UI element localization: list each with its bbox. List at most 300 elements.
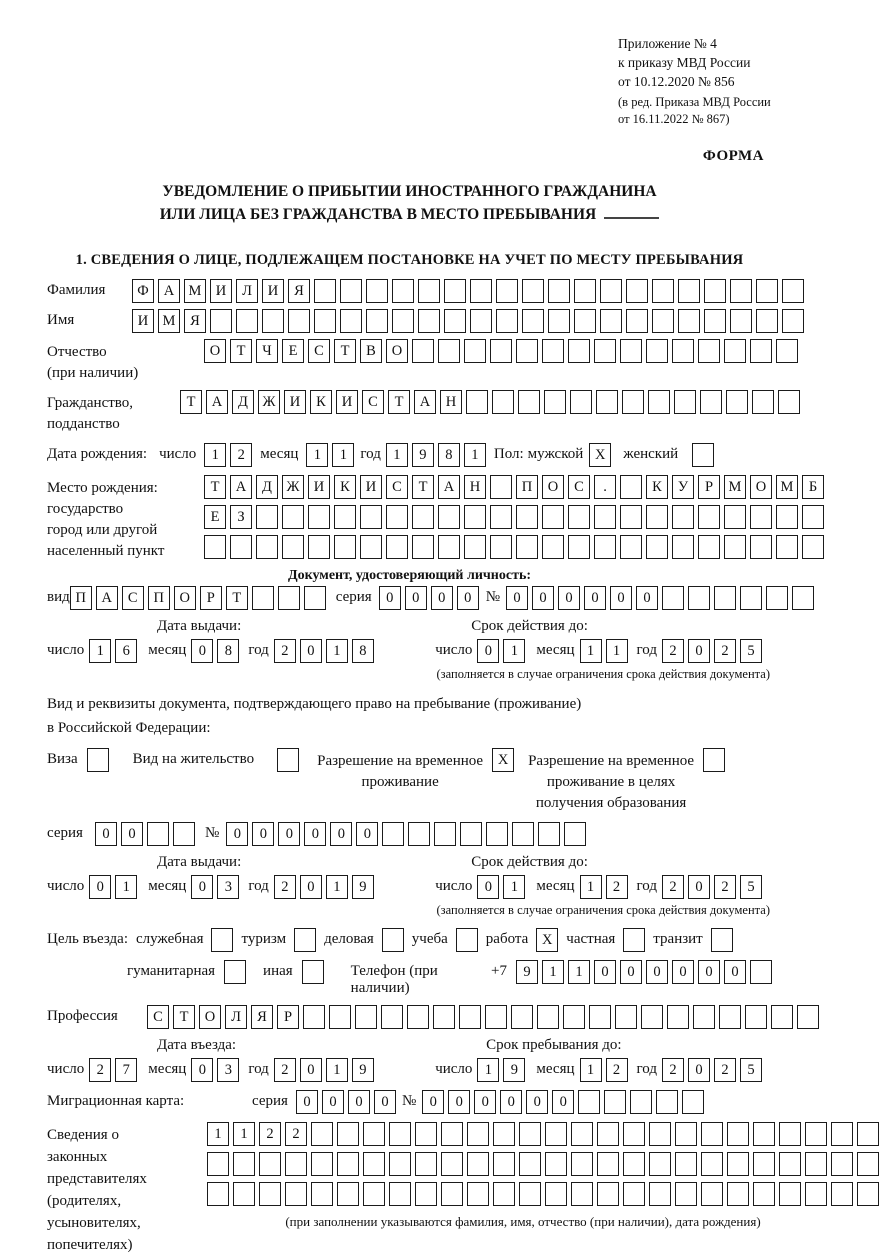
form-cell[interactable] [724, 339, 746, 363]
form-cell[interactable]: 0 [191, 639, 213, 663]
form-cell[interactable] [464, 339, 486, 363]
form-cell[interactable] [750, 535, 772, 559]
form-cell[interactable] [433, 1005, 455, 1029]
form-cell[interactable] [355, 1005, 377, 1029]
form-cell[interactable]: 0 [448, 1090, 470, 1114]
form-cell[interactable] [392, 279, 414, 303]
form-cell[interactable]: 0 [431, 586, 453, 610]
form-cell[interactable] [597, 1182, 619, 1206]
form-cell[interactable] [392, 309, 414, 333]
form-cell[interactable]: 1 [204, 443, 226, 467]
form-cell[interactable] [511, 1005, 533, 1029]
form-cell[interactable] [360, 535, 382, 559]
form-cell[interactable]: 0 [348, 1090, 370, 1114]
form-cell[interactable] [753, 1152, 775, 1176]
form-cell[interactable]: О [199, 1005, 221, 1029]
form-cell[interactable]: 0 [688, 639, 710, 663]
form-cell[interactable]: 2 [274, 639, 296, 663]
form-cell[interactable] [314, 279, 336, 303]
form-cell[interactable]: Я [288, 279, 310, 303]
form-cell[interactable] [782, 309, 804, 333]
form-cell[interactable] [782, 279, 804, 303]
form-cell[interactable]: 3 [217, 1058, 239, 1082]
form-cell[interactable] [412, 505, 434, 529]
form-cell[interactable] [597, 1152, 619, 1176]
form-cell[interactable]: 1 [606, 639, 628, 663]
form-cell[interactable] [441, 1152, 463, 1176]
form-cell[interactable] [285, 1182, 307, 1206]
form-cell[interactable]: 0 [688, 875, 710, 899]
form-cell[interactable]: 0 [500, 1090, 522, 1114]
form-cell[interactable]: 0 [322, 1090, 344, 1114]
form-cell[interactable] [363, 1122, 385, 1146]
form-cell[interactable] [542, 505, 564, 529]
form-cell[interactable] [701, 1122, 723, 1146]
form-cell[interactable]: 1 [568, 960, 590, 984]
form-cell[interactable] [493, 1122, 515, 1146]
form-cell[interactable] [604, 1090, 626, 1114]
form-cell[interactable] [467, 1122, 489, 1146]
form-cell[interactable] [470, 279, 492, 303]
form-cell[interactable]: 1 [503, 639, 525, 663]
form-cell[interactable] [434, 822, 456, 846]
form-cell[interactable] [418, 309, 440, 333]
form-cell[interactable]: . [594, 475, 616, 499]
form-cell[interactable]: 0 [379, 586, 401, 610]
form-cell[interactable]: Ф [132, 279, 154, 303]
form-cell[interactable] [366, 309, 388, 333]
form-cell[interactable] [512, 822, 534, 846]
form-cell[interactable] [620, 505, 642, 529]
form-cell[interactable] [578, 1090, 600, 1114]
form-cell[interactable] [730, 279, 752, 303]
form-cell[interactable] [620, 475, 642, 499]
form-cell[interactable] [692, 443, 714, 467]
form-cell[interactable]: 8 [352, 639, 374, 663]
form-cell[interactable]: 1 [306, 443, 328, 467]
form-cell[interactable] [441, 1182, 463, 1206]
form-cell[interactable] [444, 279, 466, 303]
form-cell[interactable] [630, 1090, 652, 1114]
form-cell[interactable] [672, 505, 694, 529]
form-cell[interactable] [594, 339, 616, 363]
form-cell[interactable]: 0 [477, 875, 499, 899]
form-cell[interactable] [382, 928, 404, 952]
form-cell[interactable]: 0 [356, 822, 378, 846]
form-cell[interactable] [698, 535, 720, 559]
form-cell[interactable] [518, 390, 540, 414]
form-cell[interactable] [207, 1182, 229, 1206]
form-cell[interactable] [381, 1005, 403, 1029]
form-cell[interactable] [778, 390, 800, 414]
form-cell[interactable] [698, 505, 720, 529]
form-cell[interactable] [548, 279, 570, 303]
form-cell[interactable] [334, 535, 356, 559]
form-cell[interactable] [496, 279, 518, 303]
form-cell[interactable] [704, 279, 726, 303]
form-cell[interactable]: О [386, 339, 408, 363]
form-cell[interactable] [802, 535, 824, 559]
form-cell[interactable]: 1 [580, 1058, 602, 1082]
form-cell[interactable] [620, 339, 642, 363]
form-cell[interactable]: Т [204, 475, 226, 499]
form-cell[interactable]: 1 [580, 875, 602, 899]
form-cell[interactable] [698, 339, 720, 363]
form-cell[interactable]: М [158, 309, 180, 333]
form-cell[interactable]: 1 [503, 875, 525, 899]
form-cell[interactable] [340, 309, 362, 333]
form-cell[interactable] [363, 1152, 385, 1176]
form-cell[interactable] [460, 822, 482, 846]
form-cell[interactable] [485, 1005, 507, 1029]
form-cell[interactable]: И [132, 309, 154, 333]
form-cell[interactable] [519, 1182, 541, 1206]
form-cell[interactable] [256, 505, 278, 529]
form-cell[interactable]: Я [251, 1005, 273, 1029]
form-cell[interactable] [538, 822, 560, 846]
form-cell[interactable]: 0 [457, 586, 479, 610]
form-cell[interactable]: Я [184, 309, 206, 333]
form-cell[interactable]: 8 [438, 443, 460, 467]
form-cell[interactable]: А [206, 390, 228, 414]
form-cell[interactable] [568, 535, 590, 559]
form-cell[interactable] [750, 960, 772, 984]
form-cell[interactable]: 0 [405, 586, 427, 610]
form-cell[interactable]: 9 [352, 875, 374, 899]
form-cell[interactable]: Н [440, 390, 462, 414]
form-cell[interactable] [233, 1152, 255, 1176]
form-cell[interactable]: П [516, 475, 538, 499]
form-cell[interactable]: 0 [584, 586, 606, 610]
form-cell[interactable] [674, 390, 696, 414]
form-cell[interactable] [389, 1152, 411, 1176]
form-cell[interactable]: Т [230, 339, 252, 363]
form-cell[interactable] [682, 1090, 704, 1114]
form-cell[interactable] [667, 1005, 689, 1029]
form-cell[interactable] [675, 1122, 697, 1146]
form-cell[interactable]: 0 [300, 1058, 322, 1082]
form-cell[interactable] [857, 1152, 879, 1176]
form-cell[interactable]: 0 [532, 586, 554, 610]
form-cell[interactable] [418, 279, 440, 303]
form-cell[interactable]: 2 [662, 875, 684, 899]
form-cell[interactable] [285, 1152, 307, 1176]
form-cell[interactable] [753, 1122, 775, 1146]
form-cell[interactable]: 0 [374, 1090, 396, 1114]
form-cell[interactable]: П [148, 586, 170, 610]
form-cell[interactable] [311, 1122, 333, 1146]
form-cell[interactable] [752, 390, 774, 414]
form-cell[interactable] [802, 505, 824, 529]
form-cell[interactable] [622, 390, 644, 414]
form-cell[interactable]: М [776, 475, 798, 499]
form-cell[interactable] [623, 928, 645, 952]
form-cell[interactable] [600, 279, 622, 303]
form-cell[interactable] [308, 535, 330, 559]
form-cell[interactable]: 1 [477, 1058, 499, 1082]
form-cell[interactable] [438, 535, 460, 559]
form-cell[interactable]: 1 [207, 1122, 229, 1146]
form-cell[interactable]: 0 [191, 1058, 213, 1082]
form-cell[interactable]: 0 [724, 960, 746, 984]
form-cell[interactable]: 0 [296, 1090, 318, 1114]
form-cell[interactable] [438, 339, 460, 363]
form-cell[interactable]: Ж [258, 390, 280, 414]
form-cell[interactable] [304, 586, 326, 610]
form-cell[interactable]: 0 [646, 960, 668, 984]
form-cell[interactable]: А [230, 475, 252, 499]
form-cell[interactable] [282, 535, 304, 559]
form-cell[interactable]: 2 [714, 875, 736, 899]
form-cell[interactable] [87, 748, 109, 772]
form-cell[interactable] [675, 1182, 697, 1206]
form-cell[interactable] [236, 309, 258, 333]
form-cell[interactable] [753, 1182, 775, 1206]
form-cell[interactable]: И [262, 279, 284, 303]
form-cell[interactable] [459, 1005, 481, 1029]
form-cell[interactable] [750, 339, 772, 363]
form-cell[interactable] [456, 928, 478, 952]
form-cell[interactable]: 0 [121, 822, 143, 846]
form-cell[interactable] [779, 1152, 801, 1176]
form-cell[interactable] [210, 309, 232, 333]
form-cell[interactable] [648, 390, 670, 414]
form-cell[interactable] [496, 309, 518, 333]
form-cell[interactable]: К [646, 475, 668, 499]
form-cell[interactable] [740, 586, 762, 610]
form-cell[interactable]: А [438, 475, 460, 499]
form-cell[interactable]: Т [173, 1005, 195, 1029]
form-cell[interactable]: У [672, 475, 694, 499]
form-cell[interactable]: 0 [672, 960, 694, 984]
form-cell[interactable]: Ч [256, 339, 278, 363]
form-cell[interactable] [277, 748, 299, 772]
form-cell[interactable] [334, 505, 356, 529]
form-cell[interactable] [678, 279, 700, 303]
form-cell[interactable]: 1 [233, 1122, 255, 1146]
form-cell[interactable] [620, 535, 642, 559]
form-cell[interactable] [204, 535, 226, 559]
form-cell[interactable] [662, 586, 684, 610]
form-cell[interactable] [805, 1152, 827, 1176]
form-cell[interactable]: 1 [464, 443, 486, 467]
form-cell[interactable] [366, 279, 388, 303]
form-cell[interactable] [311, 1182, 333, 1206]
form-cell[interactable] [652, 309, 674, 333]
form-cell[interactable]: 0 [330, 822, 352, 846]
form-cell[interactable] [415, 1122, 437, 1146]
form-cell[interactable] [776, 339, 798, 363]
form-cell[interactable]: 1 [326, 639, 348, 663]
form-cell[interactable]: 3 [217, 875, 239, 899]
form-cell[interactable]: И [210, 279, 232, 303]
form-cell[interactable] [652, 279, 674, 303]
form-cell[interactable]: Б [802, 475, 824, 499]
form-cell[interactable] [230, 535, 252, 559]
form-cell[interactable] [542, 339, 564, 363]
form-cell[interactable] [493, 1152, 515, 1176]
form-cell[interactable] [415, 1182, 437, 1206]
form-cell[interactable]: С [122, 586, 144, 610]
form-cell[interactable] [386, 535, 408, 559]
form-cell[interactable]: 2 [714, 639, 736, 663]
form-cell[interactable] [779, 1122, 801, 1146]
form-cell[interactable] [672, 535, 694, 559]
form-cell[interactable] [329, 1005, 351, 1029]
form-cell[interactable]: 9 [516, 960, 538, 984]
form-cell[interactable]: 1 [326, 875, 348, 899]
form-cell[interactable] [294, 928, 316, 952]
form-cell[interactable]: 0 [558, 586, 580, 610]
form-cell[interactable]: А [414, 390, 436, 414]
form-cell[interactable]: 1 [332, 443, 354, 467]
form-cell[interactable] [337, 1182, 359, 1206]
form-cell[interactable]: Е [282, 339, 304, 363]
form-cell[interactable]: 9 [352, 1058, 374, 1082]
form-cell[interactable] [726, 390, 748, 414]
form-cell[interactable]: Д [232, 390, 254, 414]
form-cell[interactable] [470, 309, 492, 333]
form-cell[interactable]: П [70, 586, 92, 610]
form-cell[interactable]: 0 [191, 875, 213, 899]
form-cell[interactable] [211, 928, 233, 952]
form-cell[interactable] [516, 339, 538, 363]
form-cell[interactable] [412, 339, 434, 363]
form-cell[interactable] [516, 505, 538, 529]
form-cell[interactable] [207, 1152, 229, 1176]
form-cell[interactable]: 0 [300, 875, 322, 899]
form-cell[interactable]: 8 [217, 639, 239, 663]
form-cell[interactable] [704, 309, 726, 333]
form-cell[interactable] [805, 1182, 827, 1206]
form-cell[interactable]: 0 [620, 960, 642, 984]
form-cell[interactable] [407, 1005, 429, 1029]
form-cell[interactable] [516, 535, 538, 559]
form-cell[interactable]: К [310, 390, 332, 414]
form-cell[interactable] [678, 309, 700, 333]
form-cell[interactable] [467, 1182, 489, 1206]
form-cell[interactable]: 2 [606, 875, 628, 899]
form-cell[interactable]: 1 [89, 639, 111, 663]
form-cell[interactable]: Т [180, 390, 202, 414]
form-cell[interactable] [412, 535, 434, 559]
form-cell[interactable] [594, 535, 616, 559]
form-cell[interactable] [646, 535, 668, 559]
form-cell[interactable] [363, 1182, 385, 1206]
form-cell[interactable]: 0 [477, 639, 499, 663]
form-cell[interactable]: 0 [304, 822, 326, 846]
form-cell[interactable] [693, 1005, 715, 1029]
form-cell[interactable]: 0 [506, 586, 528, 610]
form-cell[interactable]: В [360, 339, 382, 363]
form-cell[interactable]: 6 [115, 639, 137, 663]
form-cell[interactable] [302, 960, 324, 984]
form-cell[interactable]: 2 [230, 443, 252, 467]
form-cell[interactable]: 0 [252, 822, 274, 846]
form-cell[interactable] [831, 1182, 853, 1206]
form-cell[interactable] [173, 822, 195, 846]
form-cell[interactable] [545, 1122, 567, 1146]
form-cell[interactable]: Т [412, 475, 434, 499]
form-cell[interactable]: 0 [552, 1090, 574, 1114]
form-cell[interactable] [771, 1005, 793, 1029]
form-cell[interactable]: 1 [115, 875, 137, 899]
form-cell[interactable]: М [184, 279, 206, 303]
form-cell[interactable] [256, 535, 278, 559]
form-cell[interactable] [415, 1152, 437, 1176]
form-cell[interactable]: 7 [115, 1058, 137, 1082]
form-cell[interactable] [252, 586, 274, 610]
form-cell[interactable] [568, 505, 590, 529]
form-cell[interactable]: Е [204, 505, 226, 529]
form-cell[interactable]: 1 [580, 639, 602, 663]
form-cell[interactable] [766, 586, 788, 610]
form-cell[interactable]: 2 [274, 1058, 296, 1082]
form-cell[interactable]: 1 [542, 960, 564, 984]
form-cell[interactable] [727, 1152, 749, 1176]
form-cell[interactable]: 0 [698, 960, 720, 984]
form-cell[interactable] [589, 1005, 611, 1029]
form-cell[interactable] [797, 1005, 819, 1029]
form-cell[interactable]: О [174, 586, 196, 610]
form-cell[interactable] [646, 339, 668, 363]
form-cell[interactable] [147, 822, 169, 846]
form-cell[interactable]: 5 [740, 1058, 762, 1082]
form-cell[interactable] [615, 1005, 637, 1029]
form-cell[interactable]: М [724, 475, 746, 499]
form-cell[interactable] [308, 505, 330, 529]
form-cell[interactable] [464, 505, 486, 529]
form-cell[interactable] [537, 1005, 559, 1029]
form-cell[interactable] [656, 1090, 678, 1114]
form-cell[interactable] [311, 1152, 333, 1176]
form-cell[interactable] [360, 505, 382, 529]
form-cell[interactable] [303, 1005, 325, 1029]
form-cell[interactable]: 0 [474, 1090, 496, 1114]
form-cell[interactable]: 2 [606, 1058, 628, 1082]
form-cell[interactable] [792, 586, 814, 610]
form-cell[interactable] [776, 505, 798, 529]
form-cell[interactable] [594, 505, 616, 529]
form-cell[interactable]: 9 [412, 443, 434, 467]
form-cell[interactable] [701, 1182, 723, 1206]
form-cell[interactable] [701, 1152, 723, 1176]
form-cell[interactable]: X [589, 443, 611, 467]
form-cell[interactable] [779, 1182, 801, 1206]
form-cell[interactable]: 0 [95, 822, 117, 846]
form-cell[interactable]: С [308, 339, 330, 363]
form-cell[interactable] [408, 822, 430, 846]
form-cell[interactable]: С [568, 475, 590, 499]
form-cell[interactable]: Т [334, 339, 356, 363]
form-cell[interactable] [570, 390, 592, 414]
form-cell[interactable]: 0 [89, 875, 111, 899]
form-cell[interactable]: Ж [282, 475, 304, 499]
form-cell[interactable]: Р [698, 475, 720, 499]
form-cell[interactable]: Р [200, 586, 222, 610]
form-cell[interactable]: 2 [259, 1122, 281, 1146]
form-cell[interactable] [688, 586, 710, 610]
form-cell[interactable] [490, 535, 512, 559]
form-cell[interactable] [467, 1152, 489, 1176]
form-cell[interactable] [649, 1152, 671, 1176]
form-cell[interactable] [857, 1182, 879, 1206]
form-cell[interactable] [548, 309, 570, 333]
form-cell[interactable]: 1 [386, 443, 408, 467]
form-cell[interactable] [568, 339, 590, 363]
form-cell[interactable] [623, 1152, 645, 1176]
form-cell[interactable]: 0 [226, 822, 248, 846]
